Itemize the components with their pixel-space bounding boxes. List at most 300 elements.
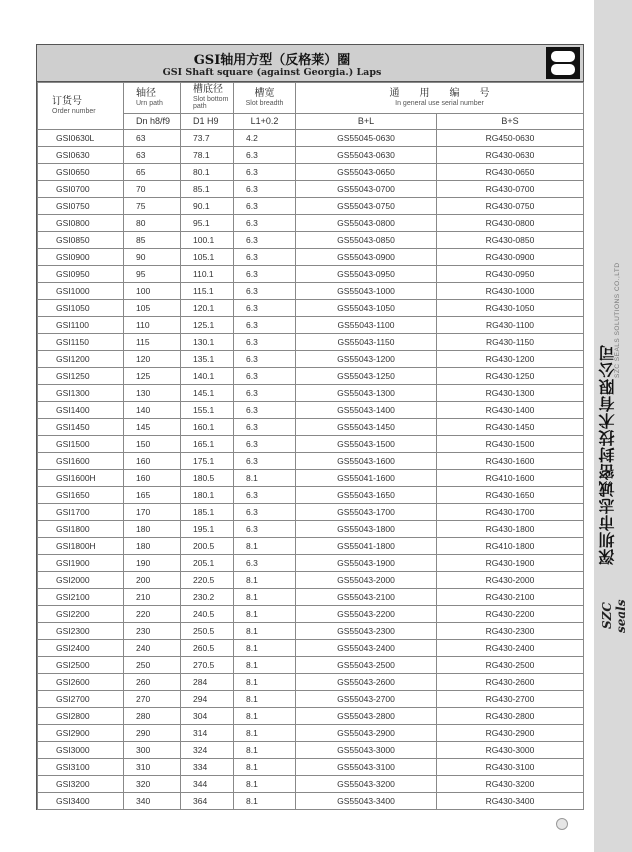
cell-serial-bs: RG430-0630	[437, 147, 584, 164]
cell-serial-bl: GS55043-1300	[296, 385, 437, 402]
table-row	[38, 589, 584, 606]
cell-groove-width: 8.1	[234, 606, 296, 623]
cell-shaft-diameter: 110	[124, 317, 181, 334]
cell-order-number: GSI2600	[38, 674, 124, 691]
cell-serial-bl: GS55043-1500	[296, 436, 437, 453]
cell-groove-width: 6.3	[234, 453, 296, 470]
cell-serial-bs: RG430-0900	[437, 249, 584, 266]
cell-shaft-diameter: 65	[124, 164, 181, 181]
table-row	[38, 606, 584, 623]
table-row	[38, 164, 584, 181]
company-logo: SZC seals	[600, 599, 628, 633]
cell-shaft-diameter: 310	[124, 759, 181, 776]
col-groove-bottom: 槽底径 Slot bottom path	[181, 83, 234, 114]
cell-groove-bottom: 120.1	[181, 300, 234, 317]
cell-groove-bottom: 180.5	[181, 470, 234, 487]
cell-serial-bs: RG410-1800	[437, 538, 584, 555]
cell-serial-bl: GS55041-1600	[296, 470, 437, 487]
cell-order-number: GSI2700	[38, 691, 124, 708]
cell-serial-bs: RG430-2800	[437, 708, 584, 725]
sub-groove-width: L1+0.2	[234, 114, 296, 130]
cell-serial-bl: GS55045-0630	[296, 130, 437, 147]
cell-serial-bl: GS55043-2800	[296, 708, 437, 725]
cell-groove-bottom: 270.5	[181, 657, 234, 674]
cell-groove-bottom: 73.7	[181, 130, 234, 147]
table-row	[38, 436, 584, 453]
cell-shaft-diameter: 105	[124, 300, 181, 317]
cell-order-number: GSI1900	[38, 555, 124, 572]
cell-shaft-diameter: 340	[124, 793, 181, 810]
table-row	[38, 759, 584, 776]
cell-groove-width: 6.3	[234, 521, 296, 538]
cell-groove-width: 6.3	[234, 232, 296, 249]
cell-groove-width: 8.1	[234, 742, 296, 759]
cell-groove-bottom: 230.2	[181, 589, 234, 606]
cell-shaft-diameter: 280	[124, 708, 181, 725]
cell-serial-bl: GS55043-1450	[296, 419, 437, 436]
cell-serial-bl: GS55043-0800	[296, 215, 437, 232]
cell-serial-bs: RG430-0800	[437, 215, 584, 232]
title-bar	[37, 45, 583, 82]
cell-groove-bottom: 140.1	[181, 368, 234, 385]
cell-groove-bottom: 115.1	[181, 283, 234, 300]
cell-groove-bottom: 110.1	[181, 266, 234, 283]
cell-groove-width: 6.3	[234, 402, 296, 419]
cell-groove-width: 6.3	[234, 283, 296, 300]
cell-order-number: GSI2000	[38, 572, 124, 589]
cell-groove-bottom: 160.1	[181, 419, 234, 436]
cell-shaft-diameter: 290	[124, 725, 181, 742]
cell-order-number: GSI0700	[38, 181, 124, 198]
table-row	[38, 674, 584, 691]
cell-order-number: GSI1800H	[38, 538, 124, 555]
table-row	[38, 487, 584, 504]
cell-serial-bl: GS55043-0850	[296, 232, 437, 249]
cell-serial-bs: RG450-0630	[437, 130, 584, 147]
cell-groove-bottom: 324	[181, 742, 234, 759]
sub-serial-bl: B+L	[296, 114, 437, 130]
cell-order-number: GSI1500	[38, 436, 124, 453]
cell-serial-bs: RG430-2300	[437, 623, 584, 640]
cell-serial-bs: RG430-2200	[437, 606, 584, 623]
cell-groove-bottom: 314	[181, 725, 234, 742]
table-row	[38, 232, 584, 249]
cell-serial-bs: RG430-0750	[437, 198, 584, 215]
table-row	[38, 130, 584, 147]
cell-order-number: GSI0650	[38, 164, 124, 181]
company-name-cn: 深圳市志诚密封技术有限公司	[598, 344, 617, 566]
cell-serial-bl: GS55043-3400	[296, 793, 437, 810]
product-table-panel	[36, 44, 584, 810]
cell-shaft-diameter: 220	[124, 606, 181, 623]
cell-serial-bs: RG430-1500	[437, 436, 584, 453]
cell-order-number: GSI0850	[38, 232, 124, 249]
table-row	[38, 147, 584, 164]
cell-groove-bottom: 130.1	[181, 334, 234, 351]
cell-groove-width: 6.3	[234, 147, 296, 164]
cell-serial-bs: RG430-1800	[437, 521, 584, 538]
cell-groove-width: 8.1	[234, 640, 296, 657]
table-row	[38, 555, 584, 572]
cell-serial-bs: RG410-1600	[437, 470, 584, 487]
cell-groove-width: 6.3	[234, 317, 296, 334]
cell-serial-bl: GS55043-1150	[296, 334, 437, 351]
cell-shaft-diameter: 250	[124, 657, 181, 674]
cell-shaft-diameter: 200	[124, 572, 181, 589]
cell-serial-bl: GS55043-2900	[296, 725, 437, 742]
cell-serial-bs: RG430-2700	[437, 691, 584, 708]
cell-groove-width: 8.1	[234, 470, 296, 487]
cell-groove-bottom: 260.5	[181, 640, 234, 657]
table-row	[38, 657, 584, 674]
cell-serial-bl: GS55043-2100	[296, 589, 437, 606]
table-row	[38, 334, 584, 351]
cell-order-number: GSI1600H	[38, 470, 124, 487]
cell-order-number: GSI1600	[38, 453, 124, 470]
cell-shaft-diameter: 130	[124, 385, 181, 402]
cell-serial-bl: GS55043-1600	[296, 453, 437, 470]
cell-groove-width: 8.1	[234, 572, 296, 589]
cell-groove-width: 6.3	[234, 181, 296, 198]
cell-groove-width: 6.3	[234, 334, 296, 351]
table-row	[38, 521, 584, 538]
header-row	[38, 83, 584, 114]
cell-groove-width: 8.1	[234, 691, 296, 708]
cell-serial-bs: RG430-0650	[437, 164, 584, 181]
cell-shaft-diameter: 150	[124, 436, 181, 453]
cell-serial-bl: GS55043-1700	[296, 504, 437, 521]
cell-serial-bl: GS55043-2600	[296, 674, 437, 691]
cell-groove-bottom: 364	[181, 793, 234, 810]
cell-groove-width: 6.3	[234, 419, 296, 436]
table-row	[38, 691, 584, 708]
cell-groove-bottom: 125.1	[181, 317, 234, 334]
cell-groove-width: 8.1	[234, 725, 296, 742]
cell-order-number: GSI2100	[38, 589, 124, 606]
cell-shaft-diameter: 95	[124, 266, 181, 283]
cell-serial-bs: RG430-1400	[437, 402, 584, 419]
cell-order-number: GSI2200	[38, 606, 124, 623]
sub-shaft-tolerance: Dn h8/f9	[124, 114, 181, 130]
cell-shaft-diameter: 115	[124, 334, 181, 351]
cell-order-number: GSI1050	[38, 300, 124, 317]
cell-order-number: GSI0800	[38, 215, 124, 232]
table-title-cn: GSI轴用方型（反格莱）圈	[193, 53, 351, 68]
cell-groove-bottom: 185.1	[181, 504, 234, 521]
cell-groove-width: 6.3	[234, 300, 296, 317]
cell-groove-width: 6.3	[234, 368, 296, 385]
cell-serial-bs: RG430-1900	[437, 555, 584, 572]
cell-serial-bl: GS55043-1050	[296, 300, 437, 317]
cell-order-number: GSI2500	[38, 657, 124, 674]
cell-groove-bottom: 135.1	[181, 351, 234, 368]
table-row	[38, 283, 584, 300]
cell-shaft-diameter: 320	[124, 776, 181, 793]
cell-serial-bl: GS55043-0950	[296, 266, 437, 283]
cell-serial-bl: GS55043-2200	[296, 606, 437, 623]
cell-serial-bs: RG430-1100	[437, 317, 584, 334]
cell-serial-bs: RG430-2600	[437, 674, 584, 691]
cell-order-number: GSI3100	[38, 759, 124, 776]
cell-groove-width: 8.1	[234, 538, 296, 555]
cell-groove-bottom: 284	[181, 674, 234, 691]
table-row	[38, 300, 584, 317]
cell-serial-bs: RG430-1000	[437, 283, 584, 300]
cell-groove-width: 8.1	[234, 657, 296, 674]
cell-serial-bl: GS55043-3200	[296, 776, 437, 793]
cell-groove-width: 8.1	[234, 776, 296, 793]
cell-shaft-diameter: 190	[124, 555, 181, 572]
cell-groove-width: 8.1	[234, 623, 296, 640]
dimensions-table	[37, 82, 584, 810]
table-row	[38, 725, 584, 742]
cell-groove-width: 6.3	[234, 504, 296, 521]
cell-serial-bl: GS55043-0650	[296, 164, 437, 181]
table-row	[38, 215, 584, 232]
cell-order-number: GSI1100	[38, 317, 124, 334]
cell-groove-bottom: 105.1	[181, 249, 234, 266]
cell-shaft-diameter: 80	[124, 215, 181, 232]
cell-serial-bl: GS55043-1250	[296, 368, 437, 385]
cell-serial-bs: RG430-3200	[437, 776, 584, 793]
cell-shaft-diameter: 300	[124, 742, 181, 759]
cell-serial-bl: GS55043-0900	[296, 249, 437, 266]
cell-serial-bl: GS55043-0750	[296, 198, 437, 215]
table-title-en: GSI Shaft square (against Georgia.) Laps	[162, 67, 382, 78]
table-row	[38, 504, 584, 521]
cell-order-number: GSI1000	[38, 283, 124, 300]
cell-serial-bl: GS55043-2700	[296, 691, 437, 708]
cell-order-number: GSI0630L	[38, 130, 124, 147]
table-row	[38, 742, 584, 759]
cell-serial-bl: GS55043-1200	[296, 351, 437, 368]
cell-groove-bottom: 165.1	[181, 436, 234, 453]
cell-groove-bottom: 240.5	[181, 606, 234, 623]
cell-serial-bs: RG430-2000	[437, 572, 584, 589]
cell-serial-bs: RG430-2900	[437, 725, 584, 742]
cell-serial-bs: RG430-2400	[437, 640, 584, 657]
cell-serial-bs: RG430-1150	[437, 334, 584, 351]
cell-groove-bottom: 180.1	[181, 487, 234, 504]
cell-order-number: GSI3200	[38, 776, 124, 793]
cell-groove-width: 6.3	[234, 164, 296, 181]
cell-shaft-diameter: 165	[124, 487, 181, 504]
cell-groove-width: 8.1	[234, 589, 296, 606]
cell-shaft-diameter: 240	[124, 640, 181, 657]
cell-serial-bs: RG430-3000	[437, 742, 584, 759]
table-row	[38, 776, 584, 793]
cell-order-number: GSI2400	[38, 640, 124, 657]
sub-groove-tolerance: D1 H9	[181, 114, 234, 130]
table-row	[38, 793, 584, 810]
cell-serial-bl: GS55043-2500	[296, 657, 437, 674]
cell-groove-bottom: 344	[181, 776, 234, 793]
cell-shaft-diameter: 180	[124, 521, 181, 538]
cell-groove-width: 6.3	[234, 385, 296, 402]
cell-shaft-diameter: 145	[124, 419, 181, 436]
cell-groove-width: 6.3	[234, 487, 296, 504]
company-sidebar	[594, 0, 632, 852]
cell-serial-bs: RG430-1200	[437, 351, 584, 368]
cell-order-number: GSI2300	[38, 623, 124, 640]
col-groove-width: 槽宽 Slot breadth	[234, 83, 296, 114]
cell-order-number: GSI1150	[38, 334, 124, 351]
cell-groove-bottom: 334	[181, 759, 234, 776]
cell-groove-width: 6.3	[234, 555, 296, 572]
cell-serial-bs: RG430-3100	[437, 759, 584, 776]
table-row	[38, 249, 584, 266]
cell-groove-bottom: 195.1	[181, 521, 234, 538]
cell-groove-width: 6.3	[234, 266, 296, 283]
cell-order-number: GSI1200	[38, 351, 124, 368]
cell-serial-bl: GS55043-1900	[296, 555, 437, 572]
cell-serial-bl: GS55043-1650	[296, 487, 437, 504]
cell-serial-bs: RG430-1650	[437, 487, 584, 504]
cell-groove-width: 8.1	[234, 793, 296, 810]
cell-groove-bottom: 304	[181, 708, 234, 725]
cell-shaft-diameter: 140	[124, 402, 181, 419]
cell-serial-bs: RG430-1250	[437, 368, 584, 385]
col-order-number: 订货号 Order number	[38, 83, 124, 130]
cell-shaft-diameter: 160	[124, 470, 181, 487]
cell-order-number: GSI0900	[38, 249, 124, 266]
cell-order-number: GSI2800	[38, 708, 124, 725]
cell-serial-bs: RG430-3400	[437, 793, 584, 810]
cell-groove-bottom: 175.1	[181, 453, 234, 470]
cell-shaft-diameter: 270	[124, 691, 181, 708]
cell-order-number: GSI1650	[38, 487, 124, 504]
cell-groove-width: 8.1	[234, 708, 296, 725]
cell-serial-bl: GS55043-1800	[296, 521, 437, 538]
cell-groove-width: 4.2	[234, 130, 296, 147]
cell-order-number: GSI0630	[38, 147, 124, 164]
cell-serial-bs: RG430-1700	[437, 504, 584, 521]
cell-serial-bs: RG430-1050	[437, 300, 584, 317]
cell-shaft-diameter: 260	[124, 674, 181, 691]
cell-shaft-diameter: 63	[124, 147, 181, 164]
cell-order-number: GSI3000	[38, 742, 124, 759]
cell-serial-bl: GS55043-2400	[296, 640, 437, 657]
cell-serial-bs: RG430-1600	[437, 453, 584, 470]
table-row	[38, 572, 584, 589]
cell-shaft-diameter: 70	[124, 181, 181, 198]
table-row	[38, 708, 584, 725]
table-row	[38, 538, 584, 555]
cell-groove-width: 6.3	[234, 198, 296, 215]
cell-serial-bs: RG430-0700	[437, 181, 584, 198]
cell-order-number: GSI1250	[38, 368, 124, 385]
company-name-en: SZC SEALS SOLUTIONS CO.,LTD	[614, 262, 621, 378]
cell-groove-width: 6.3	[234, 249, 296, 266]
cell-groove-width: 6.3	[234, 436, 296, 453]
cell-shaft-diameter: 85	[124, 232, 181, 249]
cell-groove-bottom: 250.5	[181, 623, 234, 640]
cell-order-number: GSI1700	[38, 504, 124, 521]
cell-groove-bottom: 155.1	[181, 402, 234, 419]
cell-shaft-diameter: 210	[124, 589, 181, 606]
sub-serial-bs: B+S	[437, 114, 584, 130]
cell-order-number: GSI1300	[38, 385, 124, 402]
cell-shaft-diameter: 63	[124, 130, 181, 147]
cell-serial-bl: GS55043-2300	[296, 623, 437, 640]
table-row	[38, 317, 584, 334]
col-shaft-diameter: 轴径 Urn path	[124, 83, 181, 114]
cell-groove-bottom: 145.1	[181, 385, 234, 402]
table-body	[38, 130, 584, 810]
cell-serial-bl: GS55041-1800	[296, 538, 437, 555]
cell-order-number: GSI0950	[38, 266, 124, 283]
cell-groove-bottom: 205.1	[181, 555, 234, 572]
seal-cross-section-icon	[546, 47, 580, 79]
cell-serial-bs: RG430-2500	[437, 657, 584, 674]
cell-serial-bs: RG430-2100	[437, 589, 584, 606]
cell-order-number: GSI1450	[38, 419, 124, 436]
cell-groove-bottom: 90.1	[181, 198, 234, 215]
cell-serial-bl: GS55043-2000	[296, 572, 437, 589]
cell-order-number: GSI1400	[38, 402, 124, 419]
cell-groove-bottom: 80.1	[181, 164, 234, 181]
cell-serial-bs: RG430-0950	[437, 266, 584, 283]
cell-groove-width: 8.1	[234, 759, 296, 776]
cell-serial-bl: GS55043-3000	[296, 742, 437, 759]
table-row	[38, 266, 584, 283]
cell-groove-bottom: 95.1	[181, 215, 234, 232]
cell-groove-bottom: 78.1	[181, 147, 234, 164]
cell-groove-bottom: 85.1	[181, 181, 234, 198]
cell-shaft-diameter: 100	[124, 283, 181, 300]
cell-serial-bl: GS55043-1400	[296, 402, 437, 419]
cell-serial-bl: GS55043-0630	[296, 147, 437, 164]
cell-serial-bl: GS55043-0700	[296, 181, 437, 198]
cell-serial-bl: GS55043-3100	[296, 759, 437, 776]
cell-serial-bs: RG430-1450	[437, 419, 584, 436]
table-row	[38, 640, 584, 657]
cell-shaft-diameter: 180	[124, 538, 181, 555]
table-row	[38, 419, 584, 436]
cell-serial-bs: RG430-0850	[437, 232, 584, 249]
cell-shaft-diameter: 170	[124, 504, 181, 521]
cell-serial-bs: RG430-1300	[437, 385, 584, 402]
page-circle-icon	[556, 818, 568, 830]
cell-order-number: GSI3400	[38, 793, 124, 810]
table-row	[38, 351, 584, 368]
cell-groove-bottom: 200.5	[181, 538, 234, 555]
cell-shaft-diameter: 75	[124, 198, 181, 215]
table-row	[38, 402, 584, 419]
cell-groove-bottom: 220.5	[181, 572, 234, 589]
cell-shaft-diameter: 160	[124, 453, 181, 470]
table-row	[38, 470, 584, 487]
cell-groove-width: 6.3	[234, 215, 296, 232]
table-row	[38, 453, 584, 470]
cell-serial-bl: GS55043-1000	[296, 283, 437, 300]
cell-groove-width: 8.1	[234, 674, 296, 691]
cell-groove-width: 6.3	[234, 351, 296, 368]
cell-shaft-diameter: 90	[124, 249, 181, 266]
table-row	[38, 385, 584, 402]
cell-order-number: GSI2900	[38, 725, 124, 742]
table-row	[38, 368, 584, 385]
table-row	[38, 181, 584, 198]
table-row	[38, 623, 584, 640]
cell-order-number: GSI1800	[38, 521, 124, 538]
cell-groove-bottom: 100.1	[181, 232, 234, 249]
cell-shaft-diameter: 120	[124, 351, 181, 368]
cell-serial-bl: GS55043-1100	[296, 317, 437, 334]
cell-groove-bottom: 294	[181, 691, 234, 708]
cell-shaft-diameter: 230	[124, 623, 181, 640]
col-serial-number: 通 用 编 号 In general use serial number	[296, 83, 584, 114]
